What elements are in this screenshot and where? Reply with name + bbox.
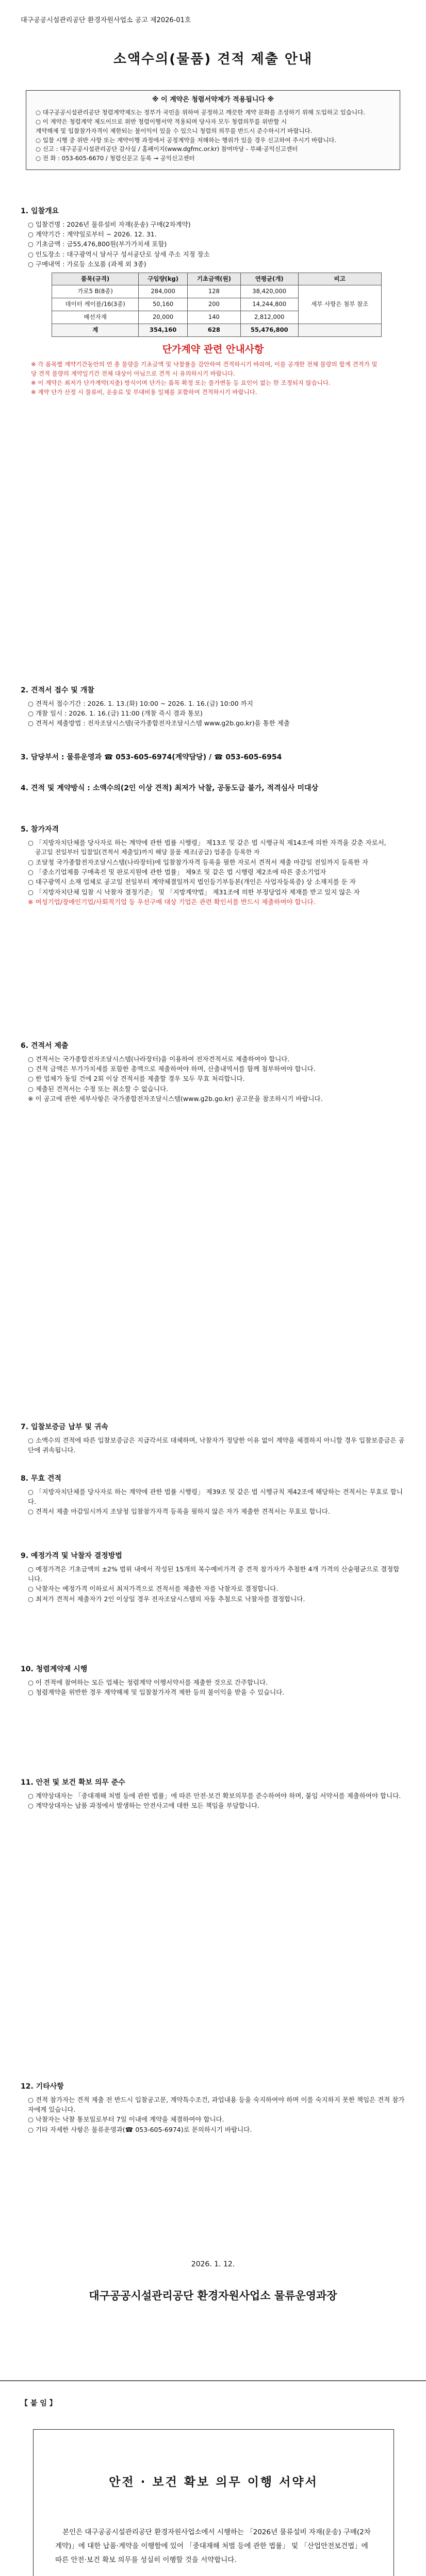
- section-line: ○ 낙찰자는 낙찰 통보일로부터 7일 이내에 계약을 체결하여야 합니다.: [28, 2115, 224, 2124]
- section-heading: 4. 견적 및 계약방식 : 소액수의(2인 이상 견적) 최저가 낙찰, 공동도급 불가, 적격심사 미대상: [21, 784, 319, 792]
- pledge-body: [55, 2526, 372, 2576]
- pledge-paragraph: 본인은 대구공공시설관리공단 환경자원사업소에서 시행하는 「2026년 물류설비 자재(운송) 구매(2차계약)」에 대한 납품·계약을 이행함에 있어 「중대재해 처벌 등에 관한 법률」 및 「산업안전보건법」에 따른 안전·보건 확보 의무를 성실히 이행할 것을 서약합니다.: [55, 2528, 371, 2564]
- table-cell: 128: [187, 285, 240, 298]
- table-cell: 354,160: [139, 324, 188, 336]
- table-row: [52, 285, 382, 298]
- table-header: 품목(규격): [52, 273, 139, 285]
- table-cell: 배선자재: [52, 311, 139, 324]
- table-cell: 20,000: [139, 311, 188, 324]
- section-line: ○ 입찰건명 : 2026년 물류설비 자재(운송) 구매(2차계약): [28, 220, 191, 228]
- section-method: [21, 783, 405, 796]
- section-quote-submission: [21, 1041, 405, 1104]
- warning-line: ※ 각 품목별 계약기간동안의 연 총 물량을 기초금액 및 낙찰률을 감안하여 견적하시기 바라며, 이를 공개한 전체 물량의 합계 견적가 및: [31, 361, 378, 368]
- section-heading: 12. 기타사항: [21, 2082, 64, 2091]
- section-line: ○ 인도장소 : 대구광역시 달서구 성서공단로 상세 주소 지정 장소: [28, 250, 210, 258]
- table-cell: 계: [52, 324, 139, 336]
- table-cell: 데이터 케이블/16(3종): [52, 298, 139, 311]
- section-line: ○ 제출된 견적서는 수정 또는 취소할 수 없습니다.: [28, 1084, 169, 1093]
- section-line: ○ 견적서는 국가종합전자조달시스템(나라장터)을 이용하여 전자견적서로 제출하여야 합니다.: [28, 1055, 290, 1063]
- section-safety: [21, 1777, 405, 1810]
- table-cell: 200: [187, 298, 240, 311]
- section-line: ○ 소액수의 견적에 따른 입찰보증금은 지급각서로 대체하며, 낙찰자가 정당한 이유 없이 계약을 체결하지 아니할 경우 입찰보증금은 공단에 귀속됩니다.: [28, 1436, 405, 1454]
- section-deposit: [21, 1422, 405, 1455]
- guide-line: ○ 입찰 시행 중 위반 사항 또는 계약이행 과정에서 공정계약을 저해하는 행위가 있을 경우 신고하여 주시기 바랍니다.: [36, 136, 337, 144]
- section-line: ○ 기초금액 : 금55,476,800원(부가가치세 포함): [28, 240, 167, 248]
- section-line: ○ 최저가 견적서 제출자가 2인 이상일 경우 전자조달시스템의 자동 추첨으로 낙찰자를 결정합니다.: [28, 1595, 305, 1603]
- section-eligibility: [21, 824, 405, 907]
- pledge-title: 안전 · 보건 확보 의무 이행 서약서: [109, 2476, 318, 2489]
- section-line: ○ 계약기간 : 계약일로부터 ~ 2026. 12. 31.: [28, 230, 157, 239]
- warning-title: 단가계약 관련 안내사항: [162, 343, 264, 355]
- table-total-row: [52, 324, 382, 336]
- warning-line: 당 견적 물량의 계약일기간 전체 대상이 아님으로 견적 시 유의하시기 바랍니다.: [31, 369, 235, 377]
- table-header: 구입량(kg): [139, 273, 188, 285]
- section-line: ※ 이 공고에 관한 세부사항은 국가종합전자조달시스템(www.g2b.go.kr) 공고문을 참조하시기 바랍니다.: [28, 1095, 323, 1103]
- section-line: ○ 「지방자치단체 입찰 시 낙찰자 결정기준」 및 「지방계약법」 제31조에 의한 부정당업자 제재를 받고 있지 않은 자: [28, 888, 360, 896]
- section-heading: 7. 입찰보증금 납부 및 귀속: [21, 1423, 108, 1431]
- section-line: ○ 계약상대자는 「중대재해 처벌 등에 관한 법률」에 따른 안전·보건 확보의무를 준수하여야 하며, 붙임 서약서를 제출하여야 합니다.: [28, 1791, 401, 1800]
- section-heading: 1. 입찰개요: [21, 207, 59, 215]
- section-line: ○ 구매내역 : 가로등 소모품 (과제 외 3종): [28, 260, 146, 268]
- section-line: ○ 청렴계약을 위반한 경우 계약해제 및 입찰참가자격 제한 등의 불이익을 받을 수 있습니다.: [28, 1688, 285, 1697]
- table-header: 기초금액(원): [187, 273, 240, 285]
- table-header: 연평균(개): [240, 273, 298, 285]
- safety-pledge-form: [33, 2429, 394, 2576]
- guide-line: ○ 이 계약은 청렴계약 제도이므로 위반 청렴이행서약 적용되며 당사자 모두 청렴의무를 위반할 시: [36, 117, 287, 125]
- section-line: ○ 「중소기업제품 구매촉진 및 판로지원에 관한 법률」 제9조 및 같은 법 시행령 제2조에 따른 중소기업자: [28, 868, 326, 876]
- table-cell: [298, 324, 381, 336]
- pledge-paragraph: [55, 2574, 372, 2576]
- guide-line: ○ 신고 : 대구공공시설관리공단 감사실 / 홈페이지(www.dgfmc.or.kr) 참여마당 - 부패·공익신고센터: [36, 145, 298, 153]
- issuing-organization: 대구공공시설관리공단 환경자원사업소 물류운영과장: [89, 2290, 337, 2302]
- section-line: ○ 기타 자세한 사항은 물류운영과(☎ 053-605-6974)로 문의하시기 바랍니다.: [28, 2125, 252, 2133]
- section-line: ○ 한 업체가 동일 건에 2회 이상 견적서를 제출할 경우 모두 무효 처리합니다.: [28, 1075, 245, 1083]
- table-cell: 140: [187, 311, 240, 324]
- table-cell: 세부 사항은 첨부 참조: [298, 285, 381, 324]
- integrity-guide-box: [26, 90, 400, 170]
- section-line: ○ 개찰 일시 : 2026. 1. 16.(금) 11:00 (개찰 즉시 결과 통보): [28, 709, 203, 718]
- guide-line: ○ 전 화 : 053-605-6670 / 청렴신문고 등록 → 공익신고센터: [36, 155, 195, 162]
- section-line: ○ 대구광역시 소재 업체로 공고일 전일부터 계약체결일까지 법인등기부등본(개인은 사업자등록증) 상 소재지를 둔 자: [28, 878, 356, 886]
- section-award: [21, 1551, 405, 1604]
- section-heading: 9. 예정가격 및 낙찰자 결정방법: [21, 1552, 122, 1560]
- table-cell: 38,420,000: [240, 285, 298, 298]
- table-cell: 628: [187, 324, 240, 336]
- page-divider: [0, 2380, 426, 2381]
- section-integrity: [21, 1664, 405, 1697]
- table-cell: 55,476,800: [240, 324, 298, 336]
- section-line: ○ 견적서 제출방법 : 전자조달시스템(국가종합전자조달시스템 www.g2b.go.kr)을 통한 제출: [28, 719, 290, 727]
- table-header-row: [52, 273, 382, 285]
- table-cell: 284,000: [139, 285, 188, 298]
- section-heading: 3. 담당부서 : 물류운영과 ☎ 053-605-6974(계약담당) / ☎ 053-605-6954: [21, 753, 282, 761]
- table-cell: 50,160: [139, 298, 188, 311]
- page-title: 소액수의(물품) 견적 제출 안내: [113, 52, 313, 67]
- section-other: [21, 2081, 405, 2134]
- notice-date: 2026. 1. 12.: [191, 2260, 235, 2268]
- section-line: ○ 견적 금액은 부가가치세를 포함한 총액으로 제출하여야 하며, 산출내역서를 함께 첨부하여야 합니다.: [28, 1065, 316, 1073]
- section-line: ○ 이 견적에 참여하는 모든 업체는 청렴계약 이행서약서를 제출한 것으로 간주합니다.: [28, 1678, 268, 1686]
- section-heading: 11. 안전 및 보건 확보 의무 준수: [21, 1778, 125, 1787]
- section-line: ○ 견적서 제출 마감일시까지 조달청 입찰참가자격 등록을 필하지 않은 자가 제출한 견적서는 무효로 합니다.: [28, 1507, 330, 1516]
- guide-heading: ※ 이 계약은 청렴서약제가 적용됩니다 ※: [152, 96, 274, 104]
- section-heading: 8. 무효 견적: [21, 1475, 61, 1483]
- section-line: ○ 「지방자치단체를 당사자로 하는 계약에 관한 법률 시행령」 제13조 및 같은 법 시행규칙 제14조에 의한 자격을 갖춘 자로서,: [28, 838, 386, 846]
- section-line: ○ 견적 참가자는 견적 제출 전 반드시 입찰공고문, 계약특수조건, 과업내용 등을 숙지하여야 하며 이를 숙지하지 못한 책임은 견적 참가자에게 있습니다.: [28, 2095, 405, 2114]
- notice-number: 대구공공시설관리공단 환경자원사업소 공고 제2026-01호: [21, 16, 191, 24]
- section-line: ○ 예정가격은 기초금액의 ±2% 범위 내에서 작성된 15개의 복수예비가격 중 견적 참가자가 추첨한 4개 가격의 산술평균으로 결정합니다.: [28, 1565, 400, 1583]
- attachment-label: 【 붙 임 】: [21, 2399, 57, 2408]
- table-cell: 2,812,000: [240, 311, 298, 324]
- section-submission: [21, 685, 405, 728]
- section-heading: 10. 청렴계약제 시행: [21, 1665, 88, 1673]
- section-department: [21, 752, 405, 766]
- section-overview: [21, 206, 405, 397]
- items-table: [52, 273, 382, 337]
- section-line: 공고일 전일부터 입찰일(견적서 제출일)까지 해당 물품 제조(공급) 업종을 등록한 자: [35, 849, 260, 856]
- guide-line: ○ 대구공공시설관리공단 청렴계약제도는 정부가 국민을 위하여 공정하고 깨끗한 계약 문화를 조성하기 위해 도입하고 있습니다.: [36, 109, 365, 116]
- section-line: ○ 낙찰자는 예정가격 이하로서 최저가격으로 견적서를 제출한 자를 낙찰자로 결정합니다.: [28, 1585, 278, 1593]
- table-header: 비고: [298, 273, 381, 285]
- warning-line: ※ 계약 단가 산정 시 물류비, 운송료 및 부대비용 일체를 포함하여 견적하시기 바랍니다.: [31, 388, 257, 396]
- section-heading: 2. 견적서 접수 및 개찰: [21, 686, 94, 694]
- table-cell: 14,244,800: [240, 298, 298, 311]
- warning-line: ※ 이 계약은 최저가 단가계약(지출) 방식이며 단가는 품목 확정 또는 물가변동 등 요인이 없는 한 조정되지 않습니다.: [31, 379, 331, 386]
- section-heading: 6. 견적서 제출: [21, 1042, 69, 1050]
- section-line: ○ 조달청 국가종합전자조달시스템(나라장터)에 입찰참가자격 등록을 필한 자로서 견적서 제출 마감일 전일까지 등록한 자: [28, 858, 369, 866]
- section-invalid: [21, 1473, 405, 1517]
- section-line: ○ 「지방자치단체를 당사자로 하는 계약에 관한 법률 시행령」 제39조 및 같은 법 시행규칙 제42조에 해당하는 견적서는 무효로 합니다.: [28, 1487, 403, 1506]
- table-cell: 가로5 B(8종): [52, 285, 139, 298]
- section-heading: 5. 참가자격: [21, 825, 59, 834]
- section-line: ○ 계약상대자는 납품 과정에서 발생하는 안전사고에 대한 모든 책임을 부담합니다.: [28, 1802, 260, 1810]
- guide-line: 계약해제 및 입찰참가자격이 제한되는 불이익이 있을 수 있으니 청렴의 의무를 반드시 준수하시기 바랍니다.: [36, 127, 313, 134]
- section-line: ○ 견적서 접수기간 : 2026. 1. 13.(화) 10:00 ~ 2026. 1. 16.(금) 10:00 까지: [28, 699, 253, 707]
- section-line: ※ 여성기업/장애인기업/사회적기업 등 우선구매 대상 기업은 관련 확인서를 반드시 제출하여야 합니다.: [28, 898, 316, 906]
